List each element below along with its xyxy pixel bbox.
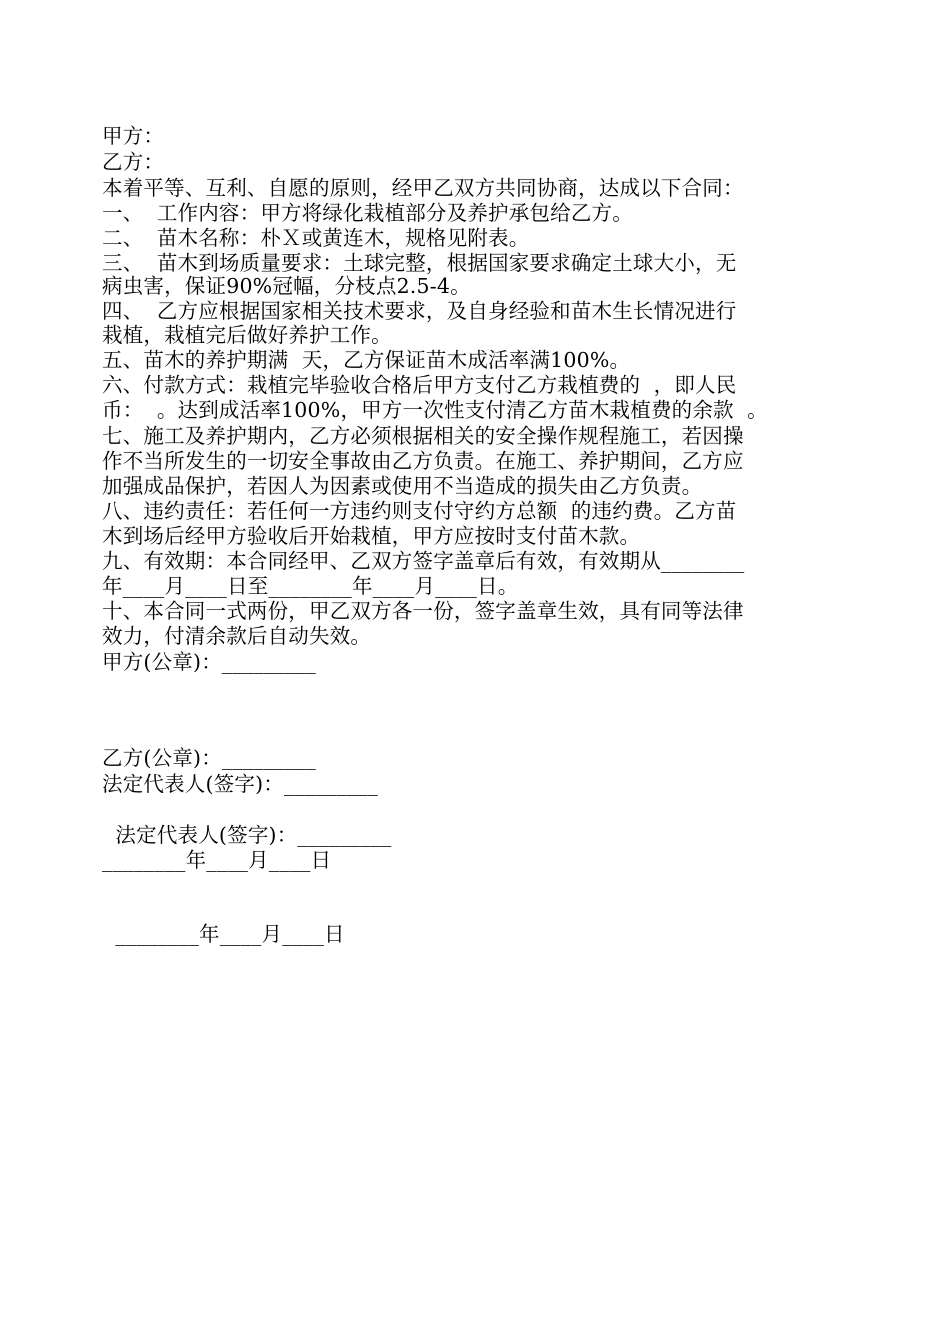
clause-7-line-2: 作不当所发生的一切安全事故由乙方负责。在施工、养护期间，乙方应: [102, 449, 744, 473]
party-a-seal: 甲方(公章)：_________: [102, 650, 316, 674]
date-line-1: ________年____月____日: [102, 848, 332, 872]
party-b-seal: 乙方(公章)：_________: [102, 746, 316, 770]
legal-rep-signature-1: 法定代表人(签字)：_________: [102, 772, 379, 796]
clause-7-line-3: 加强成品保护，若因人为因素或使用不当造成的损失由乙方负责。: [102, 474, 703, 498]
party-b-label: 乙方：: [102, 150, 165, 174]
clause-6-line-2: 币： 。达到成活率100%，甲方一次性支付清乙方苗木栽植费的余款 。: [102, 398, 768, 422]
clause-6-line-1: 六、付款方式：栽植完毕验收合格后甲方支付乙方栽植费的 ，即人民: [102, 373, 737, 397]
clause-1: 一、 工作内容：甲方将绿化栽植部分及养护承包给乙方。: [102, 201, 633, 225]
date-line-2: ________年____月____日: [102, 922, 345, 946]
clause-3-line-1: 三、 苗木到场质量要求：土球完整，根据国家要求确定土球大小，无: [102, 251, 737, 275]
clause-10-line-2: 效力，付清余款后自动失效。: [102, 624, 372, 648]
legal-rep-signature-2: 法定代表人(签字)：_________: [102, 823, 392, 847]
intro-text: 本着平等、互利、自愿的原则，经甲乙双方共同协商，达成以下合同：: [102, 176, 744, 200]
clause-8-line-2: 木到场后经甲方验收后开始栽植，甲方应按时支付苗木款。: [102, 524, 641, 548]
clause-5: 五、苗木的养护期满 天，乙方保证苗木成活率满100%。: [102, 348, 631, 372]
clause-4-line-2: 栽植，栽植完后做好养护工作。: [102, 323, 392, 347]
clause-2: 二、 苗木名称：朴Ｘ或黄连木，规格见附表。: [102, 226, 530, 250]
clause-9-line-2: 年____月____日至________年____月____日。: [102, 574, 519, 598]
party-a-label: 甲方：: [102, 124, 165, 148]
clause-9-line-1: 九、有效期：本合同经甲、乙双方签字盖章后有效，有效期从________: [102, 549, 745, 573]
clause-4-line-1: 四、 乙方应根据国家相关技术要求，及自身经验和苗木生长情况进行: [102, 299, 737, 323]
clause-7-line-1: 七、施工及养护期内，乙方必须根据相关的安全操作规程施工，若因操: [102, 424, 744, 448]
clause-10-line-1: 十、本合同一式两份，甲乙双方各一份，签字盖章生效，具有同等法律: [102, 599, 744, 623]
clause-8-line-1: 八、违约责任：若任何一方违约则支付守约方总额 的违约费。乙方苗: [102, 499, 737, 523]
clause-3-line-2: 病虫害，保证90%冠幅，分枝点2.5-4。: [102, 274, 471, 298]
